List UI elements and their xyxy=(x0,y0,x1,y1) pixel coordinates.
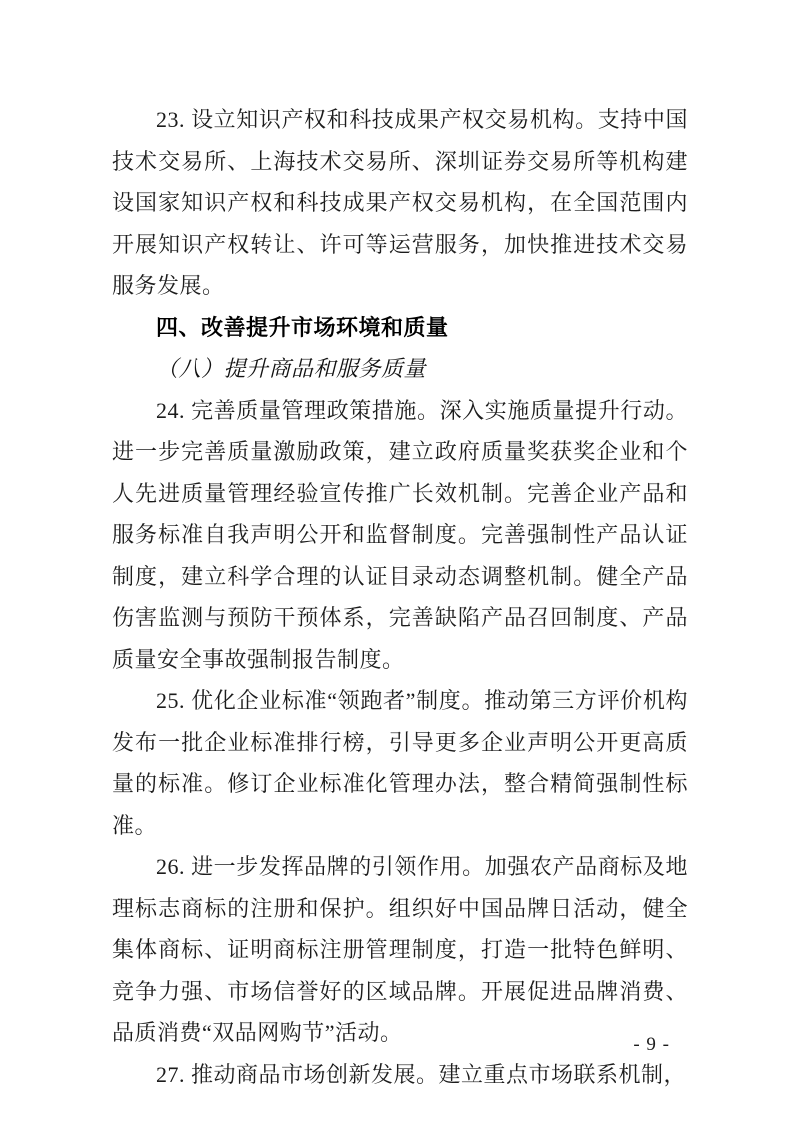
paragraph-26: 26. 进一步发挥品牌的引领作用。加强农产品商标及地理标志商标的注册和保护。组织好中国品牌日活动，健全集体商标、证明商标注册管理制度，打造一批特色鲜明、竞争力强、市场信誉好的区域品牌。开展促进品牌消费、品质消费“双品网购节”活动。 xyxy=(112,854,688,1045)
section-heading-4: 四、改善提升市场环境和质量 xyxy=(156,314,449,340)
subsection-heading-8: （八）提升商品和服务质量 xyxy=(156,356,427,381)
paragraph-27: 27. 推动商品市场创新发展。建立重点市场联系机制， xyxy=(156,1061,687,1087)
document-body xyxy=(112,99,688,1095)
paragraph-25: 25. 优化企业标准“领跑者”制度。推动第三方评价机构发布一批企业标准排行榜，引导更多企业声明公开更高质量的标准。修订企业标准化管理办法，整合精简强制性标准。 xyxy=(112,688,688,838)
paragraph-23: 23. 设立知识产权和科技成果产权交易机构。支持中国技术交易所、上海技术交易所、深圳证券交易所等机构建设国家知识产权和科技成果产权交易机构，在全国范围内开展知识产权转让、许可等运营服务，加快推进技术交易服务发展。 xyxy=(112,107,688,298)
paragraph-24: 24. 完善质量管理政策措施。深入实施质量提升行动。进一步完善质量激励政策，建立政府质量奖获奖企业和个人先进质量管理经验宣传推广长效机制。完善企业产品和服务标准自我声明公开和监督制度。完善强制性产品认证制度，建立科学合理的认证目录动态调整机制。健全产品伤害监测与预防干预体系，完善缺陷产品召回制度、产品质量安全事故强制报告制度。 xyxy=(112,397,688,672)
page-number: - 9 - xyxy=(633,1034,670,1055)
